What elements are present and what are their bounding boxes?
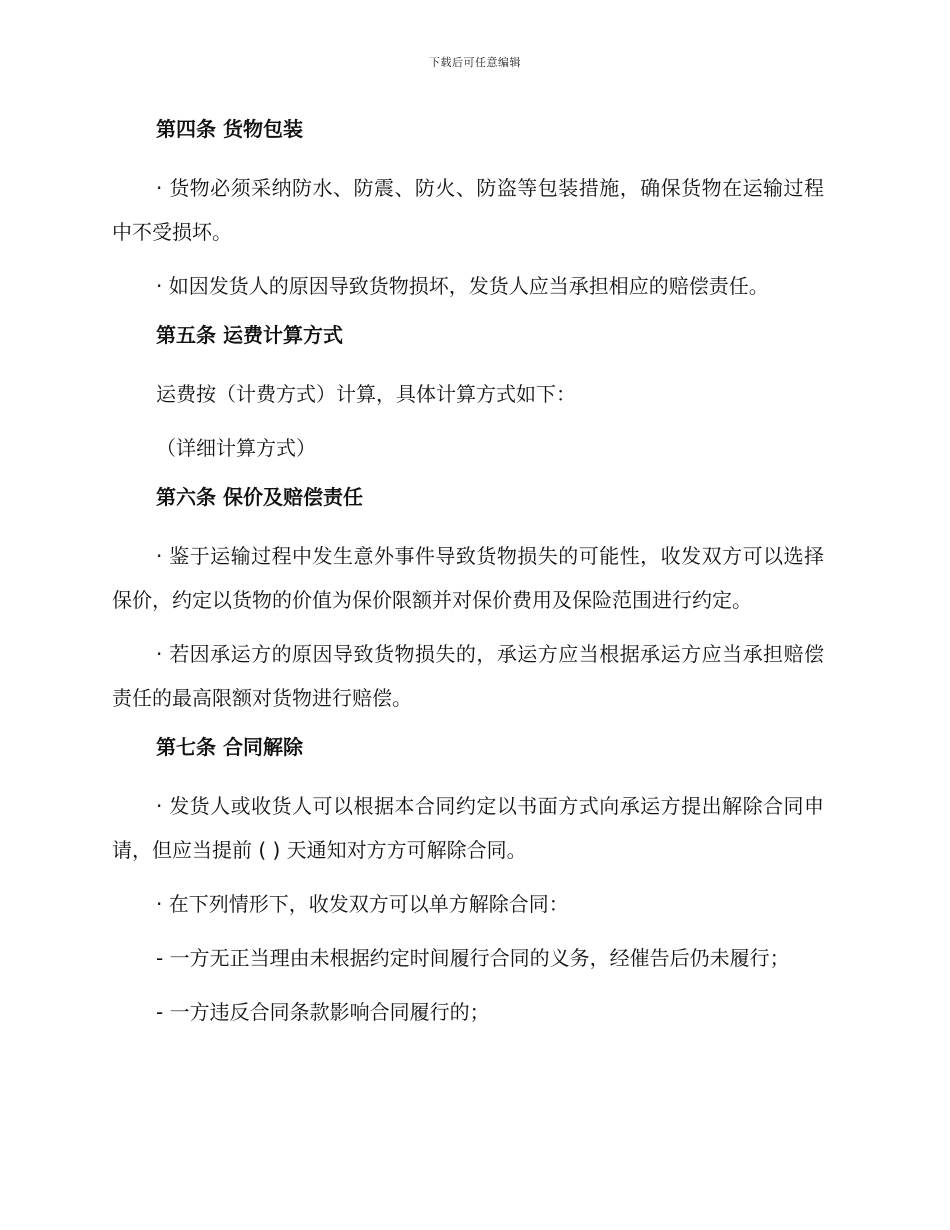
freight-method-paragraph: 运费按（计费方式）计算，具体计算方式如下： (156, 382, 576, 406)
carrier-compensation-paragraph: · 若因承运方的原因导致货物损失的，承运方应当根据承运方应当承担赔偿责任的最高限额对货物进行赔偿。 (112, 642, 824, 710)
shipper-liability-paragraph: · 如因发货人的原因导致货物损坏，发货人应当承担相应的赔偿责任。 (156, 274, 769, 298)
freight-detail-paragraph: （详细计算方式） (156, 436, 316, 460)
termination-notice-paragraph: · 发货人或收货人可以根据本合同约定以书面方式向承运方提出解除合同申请，但应当提前 ( ) 天通知对方方可解除合同。 (112, 794, 824, 862)
packaging-requirement-paragraph: · 货物必须采纳防水、防震、防火、防盗等包装措施，确保货物在运输过程中不受损坏。 (112, 176, 824, 244)
article-5-heading: 第五条 运费计算方式 (156, 323, 343, 347)
termination-condition-1: - 一方无正当理由未根据约定时间履行合同的义务，经催告后仍未履行； (156, 946, 790, 970)
insured-value-paragraph: · 鉴于运输过程中发生意外事件导致货物损失的可能性，收发双方可以选择保价，约定以货物的价值为保价限额并对保价费用及保险范围进行约定。 (112, 544, 824, 612)
document-body (112, 112, 824, 1044)
page-header: 下载后可任意编辑 (429, 56, 521, 69)
termination-condition-2: - 一方违反合同条款影响合同履行的； (156, 1000, 490, 1024)
article-7-heading: 第七条 合同解除 (156, 735, 303, 759)
article-4-heading: 第四条 货物包装 (156, 117, 303, 141)
unilateral-termination-paragraph: · 在下列情形下，收发双方可以单方解除合同： (156, 892, 569, 916)
article-6-heading: 第六条 保价及赔偿责任 (156, 485, 363, 509)
